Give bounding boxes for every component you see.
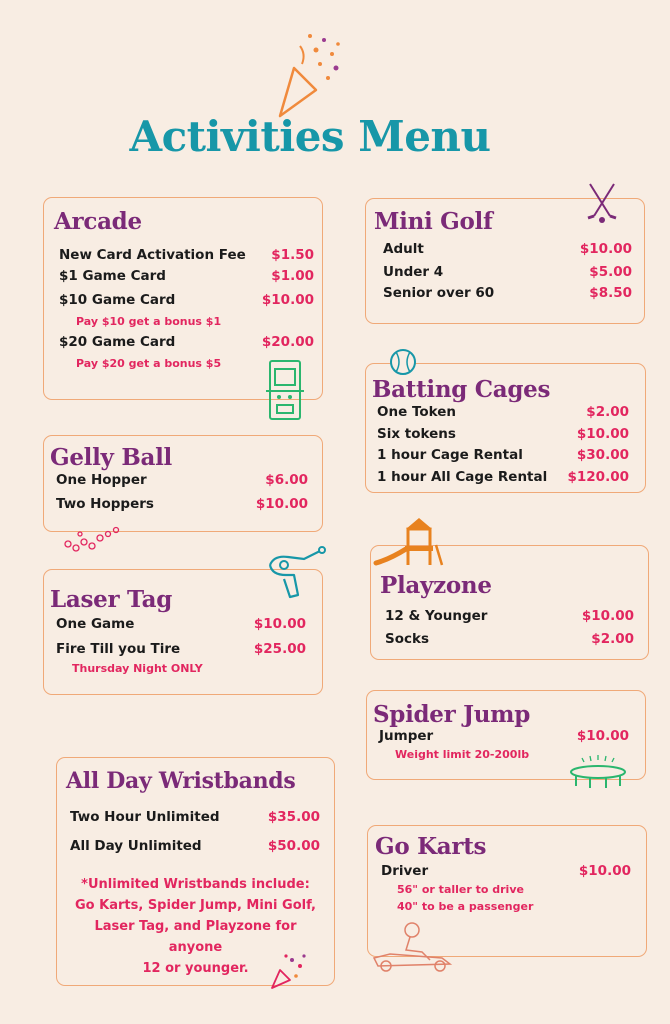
laser-tag-heading: Laser Tag <box>50 586 172 613</box>
wristbands-note-line: Go Karts, Spider Jump, Mini Golf, <box>75 898 316 913</box>
playzone-item-name: 12 & Younger <box>385 608 488 624</box>
arcade-item-price: $20.00 <box>261 334 314 350</box>
wristbands-note-line: 12 or younger. <box>142 961 249 976</box>
laser-tag-item-name: Fire Till you Tire <box>56 641 181 657</box>
batting-cages-item-price: $2.00 <box>586 404 629 420</box>
spider-jump-item-price: $10.00 <box>576 728 629 744</box>
laser-tag-note: Thursday Night ONLY <box>72 662 203 675</box>
mini-golf-item-price: $8.50 <box>589 285 632 301</box>
party-popper-icon <box>272 28 344 120</box>
wristbands-heading: All Day Wristbands <box>66 768 296 794</box>
arcade-heading: Arcade <box>54 208 142 235</box>
spider-jump-item-name: Jumper <box>379 728 434 744</box>
batting-cages-item-name: One Token <box>377 404 457 420</box>
arcade-item-name: $20 Game Card <box>59 334 176 350</box>
go-karts-heading: Go Karts <box>375 833 487 860</box>
baseball-icon <box>388 347 418 377</box>
arcade-item-price: $1.50 <box>271 247 314 263</box>
mini-golf-item-price: $5.00 <box>589 264 632 280</box>
gelly-ball-item-price: $6.00 <box>265 472 308 488</box>
wristbands-item-price: $50.00 <box>267 838 320 854</box>
wristbands-item-name: Two Hour Unlimited <box>70 809 220 825</box>
wristbands-item-price: $35.00 <box>267 809 320 825</box>
wristbands-item-name: All Day Unlimited <box>70 838 202 854</box>
gel-balls-icon <box>62 522 126 554</box>
arcade-item-price: $1.00 <box>271 268 314 284</box>
arcade-item-price: $10.00 <box>261 292 314 308</box>
playzone-item-price: $10.00 <box>581 608 634 624</box>
go-karts-note: 56" or taller to drive <box>397 883 524 896</box>
go-karts-item-name: Driver <box>381 863 429 879</box>
batting-cages-item-price: $10.00 <box>576 426 629 442</box>
batting-cages-item-price: $30.00 <box>576 447 629 463</box>
arcade-item-name: $1 Game Card <box>59 268 166 284</box>
batting-cages-item-name: 1 hour Cage Rental <box>377 447 523 463</box>
gelly-ball-item-name: One Hopper <box>56 472 147 488</box>
gelly-ball-heading: Gelly Ball <box>50 444 172 471</box>
batting-cages-heading: Batting Cages <box>372 376 551 403</box>
arcade-note: Pay $10 get a bonus $1 <box>76 315 222 328</box>
go-karts-item-price: $10.00 <box>578 863 631 879</box>
laser-tag-item-name: One Game <box>56 616 135 632</box>
gelly-ball-item-name: Two Hoppers <box>56 496 154 512</box>
batting-cages-item-name: 1 hour All Cage Rental <box>377 469 548 485</box>
mini-golf-heading: Mini Golf <box>374 208 493 235</box>
arcade-note: Pay $20 get a bonus $5 <box>76 357 222 370</box>
laser-tag-item-price: $25.00 <box>253 641 306 657</box>
arcade-item-name: New Card Activation Fee <box>59 247 246 263</box>
playzone-item-name: Socks <box>385 631 430 647</box>
page-title: Activities Menu <box>129 112 491 161</box>
arcade-machine-icon <box>262 357 308 425</box>
wristbands-note-line: *Unlimited Wristbands include: <box>81 877 310 892</box>
arcade-item-name: $10 Game Card <box>59 292 176 308</box>
batting-cages-section <box>365 363 646 493</box>
go-karts-note: 40" to be a passenger <box>397 900 534 913</box>
laser-gun-icon <box>264 545 326 603</box>
mini-golf-item-name: Under 4 <box>383 264 444 280</box>
spider-jump-heading: Spider Jump <box>373 701 530 728</box>
mini-golf-item-name: Adult <box>383 241 424 257</box>
go-kart-icon <box>370 920 456 972</box>
gelly-ball-item-price: $10.00 <box>255 496 308 512</box>
mini-golf-item-name: Senior over 60 <box>383 285 495 301</box>
batting-cages-item-price: $120.00 <box>567 469 629 485</box>
batting-cages-item-name: Six tokens <box>377 426 456 442</box>
spider-jump-note: Weight limit 20-200lb <box>395 748 530 761</box>
playzone-item-price: $2.00 <box>591 631 634 647</box>
mini-golf-item-price: $10.00 <box>579 241 632 257</box>
wristbands-note-line: Laser Tag, and Playzone for anyone <box>94 919 297 955</box>
gelly-ball-section <box>43 435 323 532</box>
trampoline-icon <box>568 754 628 790</box>
golf-clubs-icon <box>582 180 622 226</box>
laser-tag-item-price: $10.00 <box>253 616 306 632</box>
playzone-heading: Playzone <box>380 572 492 599</box>
confetti-icon <box>266 950 308 992</box>
playground-slide-icon <box>372 515 448 567</box>
